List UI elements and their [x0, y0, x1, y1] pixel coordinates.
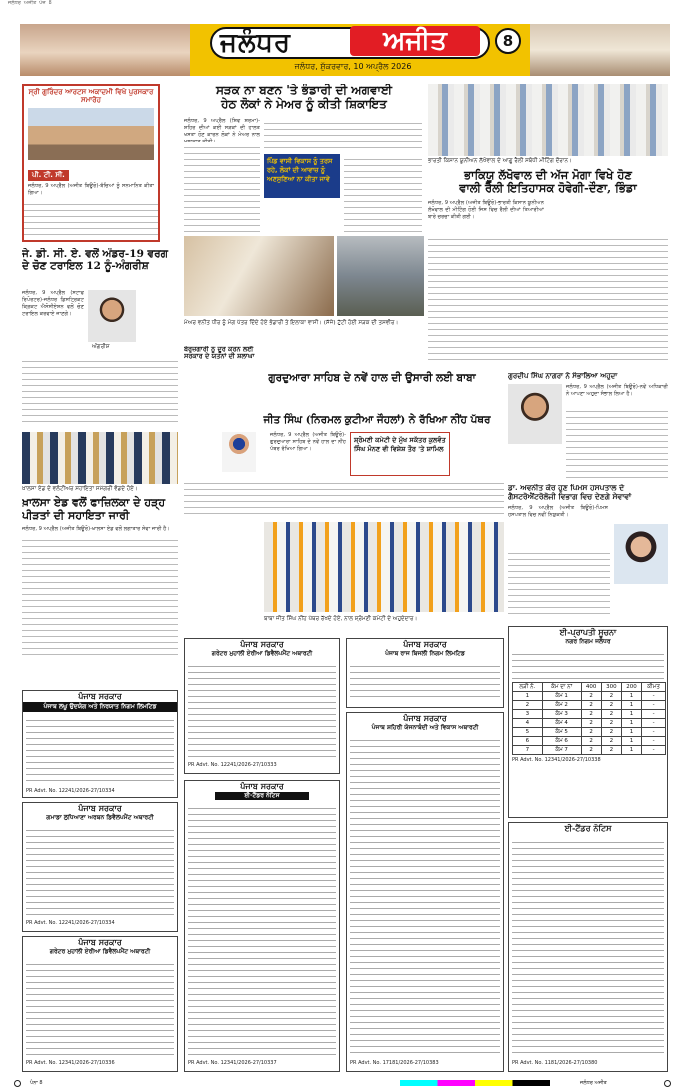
table-row [513, 692, 666, 701]
ad-etender-mid-title: ਪੰਜਾਬ ਸਰਕਾਰ [240, 781, 284, 791]
table-cell: 2 [601, 746, 621, 755]
table-cell: ਕੰਮ 5 [542, 728, 581, 737]
story-bku-filler [428, 234, 668, 362]
ad-etender-right-filler [512, 837, 664, 1057]
ad-eprocurement-table [512, 682, 666, 755]
ad-pspcl-title: ਪੰਜਾਬ ਸਰਕਾਰ [403, 639, 447, 649]
ad-psiec-sub: ਪੰਜਾਬ ਲਘੂ ਉਦਯੋਗ ਅਤੇ ਨਿਰਯਾਤ ਨਿਗਮ ਲਿਮਟਿਡ [23, 702, 177, 712]
ad-gmada-mid [184, 638, 340, 774]
ad-eprocurement-title: ਈ-ਪ੍ਰਾਪਤੀ ਸੂਚਨਾ [559, 627, 617, 637]
story-jdca-photo [88, 290, 136, 342]
table-cell: 1 [621, 719, 641, 728]
masthead [20, 24, 670, 76]
ad-etender-mid-sub: ਈ-ਟੈਂਡਰ ਨੋਟਿਸ [215, 792, 309, 800]
ad-etender-mid [184, 780, 340, 1072]
ad-etender-mid-filler [188, 803, 336, 1057]
story-doctor-photo [614, 524, 668, 584]
left-promo-body: ਜਲੰਧਰ, 9 ਅਪ੍ਰੈਲ (ਅਜੀਤ ਬਿਊਰੋ)-ਬੱਚਿਆਂ ਨੂੰ ਸਨਮਾਨਿਤ ਕੀਤਾ ਗਿਆ। [28, 183, 154, 197]
story-bku-photo-caption: ਭਾਰਤੀ ਕਿਸਾਨ ਯੂਨੀਅਨ ਲੱਖੋਵਾਲ ਦੇ ਆਗੂ ਰੈਲੀ ਸਬੰਧੀ ਮੀਟਿੰਗ ਦੌਰਾਨ। [428, 158, 572, 164]
masthead-photo-right [530, 24, 670, 76]
story-khalsa-body: ਜਲੰਧਰ, 9 ਅਪ੍ਰੈਲ (ਅਜੀਤ ਬਿਊਰੋ)-ਖ਼ਾਲਸਾ ਏਡ ਵਲੋਂ ਲਗਾਤਾਰ ਸੇਵਾ ਜਾਰੀ ਹੈ। [22, 526, 170, 533]
table-cell: 4 [513, 719, 543, 728]
left-promo-badge: ਪੀ. ਟੀ. ਸੀ. [28, 170, 69, 181]
page-number: 8 [495, 28, 521, 54]
table-cell: - [642, 728, 666, 737]
story-road-filler-a [184, 142, 260, 232]
table-cell: 1 [621, 728, 641, 737]
ad-puda-sub: ਪੰਜਾਬ ਸ਼ਹਿਰੀ ਯੋਜਨਾਬੰਦੀ ਅਤੇ ਵਿਕਾਸ ਅਥਾਰਟੀ [371, 724, 479, 731]
table-row [513, 728, 666, 737]
ad-eprocurement-sub: ਨਗਰ ਨਿਗਮ ਜਲੰਧਰ [565, 638, 611, 645]
table-cell: 2 [601, 719, 621, 728]
masthead-title-brand: ਅਜੀਤ [350, 26, 480, 56]
table-cell: 1 [621, 746, 641, 755]
ad-etender-right [508, 822, 668, 1072]
story-jdca-filler [22, 356, 178, 426]
table-cell: 2 [601, 728, 621, 737]
footer-right: ਜਲੰਧਰ ਅਜੀਤ [580, 1080, 607, 1086]
story-road-photo-caption: ਮੇਅਰ ਵਨੀਤ ਧੀਰ ਨੂੰ ਮੰਗ ਪੱਤਰ ਦਿੰਦੇ ਹੋਏ ਭੰਡਾਰੀ ਤੇ ਇਲਾਕਾ ਵਾਸੀ। (ਸੱਜੇ) ਟੁੱਟੀ ਹੋਈ ਸੜਕ ਦੀ ਤਸਵੀਰ। [184, 320, 399, 326]
footer [0, 1078, 687, 1089]
ad-gmada-left-ref: PR Advt. No. 12341/2026-27/10336 [26, 1060, 115, 1066]
ad-gmada-left-filler [26, 959, 174, 1057]
ad-gmada-mid-ref: PR Advt. No. 12241/2026-27/10333 [188, 762, 277, 768]
ad-pspcl-sub: ਪੰਜਾਬ ਰਾਜ ਬਿਜਲੀ ਨਿਗਮ ਲਿਮਟਿਡ [385, 650, 465, 657]
story-gurdwara [184, 346, 504, 634]
story-khalsa-photo-caption: ਖ਼ਾਲਸਾ ਏਡ ਦੇ ਵਲੰਟੀਅਰ ਸਹਾਇਤਾ ਸਮੱਗਰੀ ਵੰਡਦੇ ਹੋਏ। [22, 486, 138, 492]
ad-glada-sub: ਗਮਾਡਾ ਲੁਧਿਆਣਾ ਅਰਬਨ ਡਿਵੈਲਪਮੈਂਟ ਅਥਾਰਟੀ [46, 814, 154, 821]
ad-gmada-left-sub: ਗਰੇਟਰ ਮੁਹਾਲੀ ਏਰੀਆ ਡਿਵੈਲਪਮੈਂਟ ਅਥਾਰਟੀ [49, 948, 151, 955]
footer-left: ਪੰਨਾ 8 [30, 1080, 43, 1086]
table-row [513, 719, 666, 728]
ad-puda [346, 712, 504, 1072]
ad-glada [22, 802, 178, 932]
story-gurdwara-headline-2: ਜੀਤ ਸਿੰਘ (ਨਿਰਮਲ ਕੁਟੀਆ ਜੌਹਲਾਂ) ਨੇ ਰੱਖਿਆ ਨੀਂਹ ਪੱਥਰ [263, 414, 491, 426]
registration-mark-icon [664, 1080, 671, 1087]
ad-psiec-title: ਪੰਜਾਬ ਸਰਕਾਰ [78, 691, 122, 701]
table-cell: - [642, 692, 666, 701]
table-cell: - [642, 701, 666, 710]
ad-etender-right-ref: PR Advt. No. 1181/2026-27/10380 [512, 1060, 598, 1066]
ad-psiec-ref: PR Advt. No. 12241/2026-27/10334 [26, 788, 115, 794]
table-cell: 2 [601, 737, 621, 746]
table-row [513, 746, 666, 755]
story-gurdwara-filler [184, 478, 504, 518]
story-road-filler-b [264, 118, 422, 152]
table-cell: ਕੰਮ 7 [542, 746, 581, 755]
story-jdca [22, 248, 178, 426]
table-header-cell: 200 [621, 683, 641, 692]
table-header-cell: 400 [581, 683, 601, 692]
ad-eprocurement [508, 626, 668, 818]
table-cell: ਕੰਮ 2 [542, 701, 581, 710]
story-gurdwara-portrait [222, 432, 256, 472]
ad-eprocurement-table-body [513, 692, 666, 755]
story-road [184, 84, 424, 342]
table-cell: ਕੰਮ 3 [542, 710, 581, 719]
story-gurdwara-photo-caption: ਬਾਬਾ ਜੀਤ ਸਿੰਘ ਨੀਂਹ ਪੱਥਰ ਰੱਖਦੇ ਹੋਏ, ਨਾਲ ਸ਼੍ਰੋਮਣੀ ਕਮੇਟੀ ਦੇ ਅਹੁਦੇਦਾਰ। [264, 616, 418, 622]
masthead-title-city: ਜਲੰਧਰ [220, 28, 292, 58]
table-cell: 2 [581, 692, 601, 701]
story-road-headline-1: ਸੜਕ ਨਾ ਬਣਨ 'ਤੇ ਭੰਡਾਰੀ ਦੀ ਅਗਵਾਈ [215, 84, 393, 97]
story-bku-headline-2: ਵਾਲੀ ਰੈਲੀ ਇਤਿਹਾਸਕ ਹੋਵੇਗੀ-ਦੌਣਾ, ਭਿੰਡਾ [459, 181, 637, 196]
ad-psiec-filler [26, 715, 174, 785]
table-cell: 2 [581, 737, 601, 746]
table-cell: 1 [513, 692, 543, 701]
story-right-mid-headline: ਗੁਰਦੀਪ ਸਿੰਘ ਨਾਗਰਾ ਨੇ ਸੰਭਾਲਿਆ ਅਹੁਦਾ [508, 372, 618, 380]
story-jdca-headline: ਜੇ. ਡੀ. ਸੀ. ਏ. ਵਲੋਂ ਅੰਡਰ-19 ਵਰਗ ਦੇ ਚੋਣ ਟਰਾਇਲ 12 ਨੂੰ-ਅੰਗਰੀਸ਼ [22, 248, 168, 273]
table-cell: - [642, 719, 666, 728]
story-road-photo-2 [337, 236, 424, 316]
table-cell: 6 [513, 737, 543, 746]
story-khalsa-headline: ਖ਼ਾਲਸਾ ਏਡ ਵਲੋਂ ਫਾਜ਼ਿਲਕਾ ਦੇ ਹੜ੍ਹ ਪੀੜਤਾਂ ਦੀ ਸਹਾਇਤਾ ਜਾਰੀ [22, 496, 166, 522]
top-strip: ਜਲੰਧਰ ਅਜੀਤ ਪੇਜ 8 [8, 0, 52, 6]
left-promo-photo [28, 108, 154, 160]
ad-puda-filler [350, 735, 500, 1057]
table-cell: 1 [621, 692, 641, 701]
registration-mark-icon [14, 1080, 21, 1087]
story-doctor-headline: ਡਾ. ਅਵਨੀਤ ਕੌਰ ਹੁਣ ਪਿਮਸ ਹਸਪਤਾਲ ਦੇ ਗੈਸਟਰੋਐਂਟਰੋਲੋਜੀ ਵਿਭਾਗ ਵਿਚ ਦੇਣਗੇ ਸੇਵਾਵਾਂ [508, 484, 632, 501]
table-row [513, 701, 666, 710]
table-cell: ਕੰਮ 1 [542, 692, 581, 701]
story-khalsa-filler [22, 535, 178, 655]
story-road-body: ਜਲੰਧਰ, 9 ਅਪ੍ਰੈਲ (ਸ਼ਿਵ ਸ਼ਰਮਾ)-ਸ਼ਹਿਰ ਦੀਆਂ ਕਈ ਸੜਕਾਂ ਦੀ ਹਾਲਤ ਖਸਤਾ ਹੋਣ ਕਾਰਨ ਲੋਕਾਂ ਨੇ ਮੇਅਰ ਨਾਲ [184, 118, 260, 138]
table-cell: 5 [513, 728, 543, 737]
ad-eprocurement-ref: PR Advt. No. 12341/2026-27/10338 [512, 757, 601, 763]
table-cell: 2 [581, 728, 601, 737]
ad-pspcl-filler [350, 661, 500, 701]
story-bku-photo [428, 84, 668, 156]
table-cell: 2 [601, 701, 621, 710]
ad-glada-title: ਪੰਜਾਬ ਸਰਕਾਰ [78, 803, 122, 813]
table-cell: 2 [581, 719, 601, 728]
story-right-mid-filler [566, 406, 668, 478]
table-header-cell: ਕੰਮ ਦਾ ਨਾਂ [542, 683, 581, 692]
masthead-photo-left [20, 24, 190, 76]
story-gurdwara-headline-1: ਗੁਰਦੁਆਰਾ ਸਾਹਿਬ ਦੇ ਨਵੇਂ ਹਾਲ ਦੀ ਉਸਾਰੀ ਲਈ ਬਾਬਾ [268, 372, 476, 384]
table-header-cell: 300 [601, 683, 621, 692]
ad-puda-title: ਪੰਜਾਬ ਸਰਕਾਰ [403, 713, 447, 723]
ad-gmada-left [22, 936, 178, 1072]
story-gurdwara-body: ਜਲੰਧਰ, 9 ਅਪ੍ਰੈਲ (ਅਜੀਤ ਬਿਊਰੋ)-ਗੁਰਦੁਆਰਾ ਸਾਹਿਬ ਦੇ ਨਵੇਂ ਹਾਲ ਦਾ ਨੀਂਹ ਪੱਥਰ ਰੱਖਿਆ ਗਿਆ। [270, 432, 346, 452]
story-jdca-caption: ਅੰਗਰੀਸ਼ [92, 344, 110, 350]
dateline: ਜਲੰਧਰ, ਸ਼ੁੱਕਰਵਾਰ, 10 ਅਪ੍ਰੈਲ 2026 [294, 62, 412, 71]
ad-glada-filler [26, 825, 174, 917]
story-road-headline-2: ਹੇਠ ਲੋਕਾਂ ਨੇ ਮੇਅਰ ਨੂੰ ਕੀਤੀ ਸ਼ਿਕਾਇਤ [221, 96, 387, 111]
table-cell: - [642, 710, 666, 719]
table-cell: 2 [601, 692, 621, 701]
story-jdca-body: ਜਲੰਧਰ, 9 ਅਪ੍ਰੈਲ (ਸਟਾਫ ਰਿਪੋਰਟਰ)-ਜਲੰਧਰ ਡਿਸਟ੍ਰਿਕਟ ਕ੍ਰਿਕਟ ਐਸੋਸੀਏਸ਼ਨ ਵਲੋਂ ਚੋਣ ਟਰਾਇਲ ਕਰਵਾਏ ਜਾਣਗੇ। [22, 290, 84, 317]
ad-etender-mid-ref: PR Advt. No. 12341/2026-27/10337 [188, 1060, 277, 1066]
table-cell: 2 [601, 710, 621, 719]
story-right-mid-photo [508, 384, 562, 444]
ad-etender-right-title: ਈ-ਟੈਂਡਰ ਨੋਟਿਸ [564, 823, 612, 833]
story-bku-headline-1: ਭਾਕਿਯੂ ਲੱਖੋਵਾਲ ਦੀ ਅੱਜ ਮੋਗਾ ਵਿਖੇ ਹੋਣ [464, 168, 632, 183]
table-cell: 2 [581, 701, 601, 710]
table-cell: 1 [621, 710, 641, 719]
story-road-filler-c [344, 154, 422, 234]
story-right-mid [508, 372, 668, 480]
table-cell: 2 [581, 710, 601, 719]
ad-glada-ref: PR Advt. No. 12241/2026-27/10334 [26, 920, 115, 926]
table-header-cell: ਕੀਮਤ [642, 683, 666, 692]
story-bku-body: ਜਲੰਧਰ, 9 ਅਪ੍ਰੈਲ (ਅਜੀਤ ਬਿਊਰੋ)-ਭਾਰਤੀ ਕਿਸਾਨ ਯੂਨੀਅਨ ਲੱਖੋਵਾਲ ਦੀ ਮੀਟਿੰਗ ਹੋਈ ਜਿਸ ਵਿਚ ਰੈਲੀ ਦੀਆਂ ਤਿਆਰੀਆਂ ਬਾਰੇ ਚਰਚਾ ਕੀਤੀ ਗਈ। [428, 199, 544, 220]
ad-gmada-mid-filler [188, 661, 336, 759]
table-cell: 1 [621, 701, 641, 710]
story-gurdwara-pullquote: ਸ਼੍ਰੋਮਣੀ ਕਮੇਟੀ ਦੇ ਮੁੱਖ ਸਕੱਤਰ ਕੁਲਵੰਤ ਸਿੰਘ ਮੰਨਣ ਵੀ ਵਿਸ਼ੇਸ਼ ਤੌਰ 'ਤੇ ਸ਼ਾਮਿਲ [350, 432, 450, 476]
story-gurdwara-side-headline: ਬੇਰੁਜ਼ਗਾਰੀ ਨੂੰ ਦੂਰ ਕਰਨ ਲਈ ਸਰਕਾਰ ਦੇ ਯਤਨਾਂ ਦੀ ਸ਼ਲਾਘਾ [184, 346, 255, 361]
story-gurdwara-photo [264, 522, 504, 612]
table-cell: 1 [621, 737, 641, 746]
table-header-cell: ਲੜੀ ਨੰ. [513, 683, 543, 692]
left-promo-filler [24, 199, 158, 242]
table-row [513, 710, 666, 719]
ad-gmada-mid-sub: ਗਰੇਟਰ ਮੁਹਾਲੀ ਏਰੀਆ ਡਿਵੈਲਪਮੈਂਟ ਅਥਾਰਟੀ [211, 650, 313, 657]
color-swatches [400, 1080, 550, 1086]
ad-gmada-mid-title: ਪੰਜਾਬ ਸਰਕਾਰ [240, 639, 284, 649]
table-cell: 7 [513, 746, 543, 755]
table-cell: ਕੰਮ 4 [542, 719, 581, 728]
story-doctor [508, 484, 668, 622]
ad-eprocurement-intro [512, 649, 664, 679]
table-row [513, 737, 666, 746]
ad-psiec [22, 690, 178, 798]
table-cell: ਕੰਮ 6 [542, 737, 581, 746]
story-khalsa-photo [22, 432, 178, 484]
table-cell: 2 [581, 746, 601, 755]
ad-gmada-left-title: ਪੰਜਾਬ ਸਰਕਾਰ [78, 937, 122, 947]
story-bku [428, 84, 668, 368]
story-road-pullquote: ਪਿੰਡ ਵਾਸੀ ਵਿਕਾਸ ਨੂੰ ਤਰਸ ਰਹੇ, ਲੋਕਾਂ ਦੀ ਆਵਾਜ਼ ਨੂੰ ਅਣਸੁਣਿਆ ਨਾ ਕੀਤਾ ਜਾਵੇ [264, 154, 340, 198]
story-doctor-body: ਜਲੰਧਰ, 9 ਅਪ੍ਰੈਲ (ਅਜੀਤ ਬਿਊਰੋ)-ਪਿਮਸ ਹਸਪਤਾਲ ਵਿਚ ਨਵੀਂ ਨਿਯੁਕਤੀ। [508, 505, 608, 519]
ad-puda-ref: PR Advt. No. 17181/2026-27/10383 [350, 1060, 439, 1066]
left-promo-box [22, 84, 160, 242]
ad-pspcl [346, 638, 504, 708]
story-khalsa [22, 432, 178, 686]
story-doctor-filler [508, 548, 610, 618]
table-cell: 2 [513, 701, 543, 710]
table-cell: - [642, 746, 666, 755]
story-right-mid-body: ਜਲੰਧਰ, 9 ਅਪ੍ਰੈਲ (ਅਜੀਤ ਬਿਊਰੋ)-ਨਵੇਂ ਅਧਿਕਾਰੀ ਨੇ ਆਪਣਾ ਅਹੁਦਾ ਸੰਭਾਲ ਲਿਆ ਹੈ। [566, 384, 668, 397]
table-cell: 3 [513, 710, 543, 719]
story-road-photo-1 [184, 236, 334, 316]
left-promo-title: ਸ੍ਰੀ ਗੁਰਿੰਦਰ ਆਰਟਸ ਅਕਾਦਮੀ ਵਿਖੇ ਪੁਰਸਕਾਰ ਸਮਾਰੋਹ [28, 87, 154, 105]
table-header-row [513, 683, 666, 692]
table-cell: - [642, 737, 666, 746]
